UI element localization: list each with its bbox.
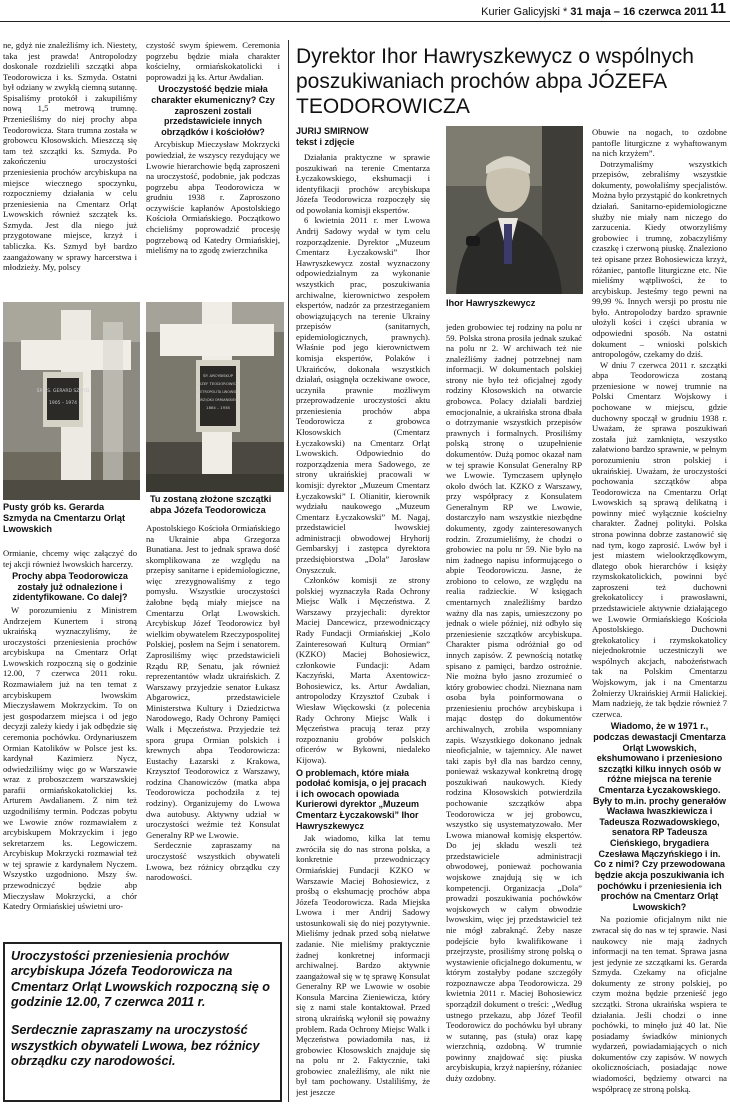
- header-separator: *: [563, 6, 568, 18]
- paragraph: W porozumieniu z Ministrem Andrzejem Kunertem i stroną ukraińską wyznaczyliśmy, że uroczystości przeniesienia prochów arcybiskupa na Cmentarz Orląt Lwowskich rozpoczną się o godzinie 12.00, 7 czerwca 2011 roku. Rozmawiałem już na ten temat z arcybiskupem lwowskim Mieczysławem Mokrzyckim. To on jest gospodarzem miejsca i od jego decyzji zależy kiedy i jak odbędzie się ceremonia pochówku. Ordynariuszem Ormian Katolików w Polsce jest ks. kardynał Kazimierz Nycz, odwiedziliśmy więc go w Warszawie wraz z proboszczem warszawskiej parafii ormiańskokatolickiej ks. Arturem Awdalianem. Z nim też uzgodniliśmy termin. Podczas pobytu we Lwowie znów rozmawiałem z arcybiskupem Mokrzyckim i jego sekretarzem ks. Legowiczem. Arcybiskup Mokrzycki rozmawiał też w tej sprawie z kardynałem Nyczem. Wszystko uzgodniono. Mszy św. przewodniczyć będzie abp Mieczysław Mokrzycki, a chór Katedry Ormiańskiej uświetni uro-: [3, 604, 137, 912]
- paragraph: Dotrzymaliśmy wszystkich przepisów, zebraliśmy wszystkie dokumenty, powołaliśmy specjalistów. Można było przystąpić do konkretnych działań. Sanitarno-epidemiologiczne służby nie miały nam niczego do zarzucenia. Kiedy otworzyliśmy grobowiec i trumnę, zobaczyliśmy czaszkę i czerwoną piuskę. Znaleziono też opisane przez Bohosiewicza krzyż, różaniec, pantofle liturgiczne etc. Nie mieliśmy wątpliwości, że to arcybiskup. Jesteśmy tego pewni na 99,99 %. Innych wersji po prostu nie było. Antropolodzy bardzo sprawnie ułożyli kości i części ubrania w odpowiedni sposób. Na ostatni dokument – wnioski polskich antropologów, czekamy do dziś.: [592, 158, 727, 360]
- paragraph: jeden grobowiec tej rodziny na polu nr 59. Polska strona prosiła jednak szukać na polu nr 2. W archiwach też nie znaleźliśmy żadnej potrzebnej nam informacji. W dokumentach polskiej strony nie było też oficjalnej zgody rodziny Kłosowskich na otwarcie grobowca. Polacy działali bardziej emocjonalnie, a ukraińska strona dbała o dotrzymanie wszystkich przepisów prawnych i formalnych. Prosiliśmy polską stronę o uzupełnienie dokumentów. Dużą pomoc okazał nam w tej sprawie Konsulat Generalny RP we Lwowie. Tymczasem upłynęło około dwóch lat. KZKO z Warszawy, przy współpracy z Konsulatem Generalnym RP we Lwowie, dostarczyło nam wszystkie niezbędne dokumenty, zgody zainteresowanych rodzin. Zrozumieliśmy, że chodzi o grobowiec na polu nr 59. Nie było na nim żadnego napisu informującego o abpie Teodorowiczu. Jasne, że zrobiono to celowo, ze względu na realia radzieckie. W księgach cmentarnych znaleźliśmy bardzo ważny dla nas zapis, umieszczony po jednak o wiele później, niż odbyło się przeniesienie szczątków arcybiskupa. Charakter pisma odróżniał go od innych zapisów. Z pewnością notatkę spisano z pamięci, bardzo ostrożnie. Nie można było jasno zrozumieć o który grobowiec chodzi. Nieznana nam osoba była poinformowana o przeniesieniu prochów arcybiskupa i mając dostęp do dokumentów archiwalnych, zrobiła wspomniany zapis. Wszystkiego dokonano jednak nieoficjalnie, w tajemnicy. Ale nawet taki zapis był dla nas bardzo cenny, ponieważ wskazywał konkretną drogę poszukiwań naukowych. Kiedy rodzina Kłosowskich potwierdziła pochowanie szczątków abpa Teodorowicza w jej grobowcu, wszystko się usystematyzowało. Mer Lwowa mianował komisję ekspertów. Do jej składu weszli też przedstawiciele administracji obwodowej, ponieważ pochowania wojskowe znajdują się w ich kompetencji. Organizacja „Dola” prowadzi poszukiwania pochówków wojskowych w całym obwodzie lwowskim, więc jej przedstawiciel też nie mógł zabraknąć. Żeby nasze podejście było kwalifikowane i przejrzyste, prosiliśmy stronę polską o wystawienie oficjalnego dokumentu, w którym zostałyby podane szczegóły rozpoznawcze abpa Teodorowicza. 29 kwietnia 2011 r. Maciej Bohosiewicz sporządził dokument o treści: „Według ustnego przekazu, abp Józef Teofil Teodorowicz do pochówku był ubrany w sutannę, pas (stuła) oraz kapę wierzchnią, ozdobną. W trumnie powinny znajdować się: piuska arcybiskupia, krzyż napierśny, różaniec duży ozdobny.: [446, 322, 582, 1084]
- paragraph: Apostolskiego Kościoła Ormiańskiego na Ukrainie abpa Grzegorza Bunatiana. Jest to jednak sprawa dość skomplikowana ze względu na przepisy sanitarne i epidemiologiczne, więc zrezygnowaliśmy z tego pomysłu. Wszystkie uroczystości żałobne będą miały miejsce na Cmentarzu Orląt Lwowskich. Arcybiskup Józef Teodorowicz był wielkim obywatelem Rzeczypospolitej Polskiej, posłem na Sejm i senatorem. Zaprosiliśmy więc przedstawicieli Rządu RP, Senatu, jak również reprezentantów władz ukraińskich. Z Warszawy przyjedzie senator Łukasz Abgarowicz, przedstawiciele Ministerstwa Kultury i Dziedzictwa Narodowego, Rady Ochrony Pamięci Walk i Męczeństwa. Przyjedzie też spora grupa Ormian polskich i krewnych abpa Teodorowicza: Eustachy Łazarski z Krakowa, Krzysztof Teodorowicz z Warszawy, rodzina Chanowiczów (matka abpa Teodorowicza pochodziła z tej rodziny). Organizujemy do Lwowa dwa autobusy. Aktywny udział w uroczystości weźmie też Konsulat Generalny RP we Lwowie.: [146, 523, 280, 840]
- left-column-2: [146, 40, 280, 310]
- paragraph: W dniu 7 czerwca 2011 r. szczątki abpa Teodorowicza zostaną przeniesione w nowej trumnie na Polski Cmentarz Wojskowy i pochowane w miejscu, gdzie duchowny spoczął w grudniu 1938 r. Uważam, że sprawa poszukiwań została już zamknięta, wszystko załatwiono bardzo sprawnie, w pełnym porozumieniu stron polskiej i ukraińskiej. Uważam, że uroczystości pochowania szczątków abpa Teodorowicza na Cmentarzu Orląt Lwowskich są sprawą delikatną i powinny mieć wyłącznie kościelny charakter. Żadnej polityki. Polska strona powinna dobrze zastanowić się nad tym, kogo zaprosić. Lwów był i jest miastem wielookrzędkowym, dlatego obok hierarchów i księży rzymskokatolickich, powinni być zaproszeni też duchowni grekokatoliccy i prawosławni, przedstawiciele aktywnie działającego we Lwowie Ormiańskiego Kościoła Apostolskiego. Duchowni grekokatolicy i rzymskokatolicy niejednokrotnie uczestniczyli we wspólnych akcjach, nabożeństwach tak na Polskim Cmentarzu Wojskowym, jak i na Cmentarzu Żołnierzy Ukraińskiej Armii Halickiej. Mam nadzieję, że tak będzie również 7 czerwca.: [592, 359, 727, 719]
- photo-portrait-hawryszkewycz: [446, 126, 583, 294]
- article-column-2: [446, 322, 582, 1102]
- paragraph: Obuwie na nogach, to ozdobne pantofle liturgiczne z wyhaftowanym na nich krzyżem”.: [592, 127, 727, 159]
- interview-question: Prochy abpa Teodorowicza zostały już odnalezione i zidentyfikowane. Co dalej?: [12, 571, 128, 603]
- paragraph: Serdecznie zapraszamy na uroczystość wszystkich obywateli Lwowa, bez różnicy obrządku czy narodowości.: [146, 840, 280, 883]
- issue-date: 31 maja – 16 czerwca 2011: [570, 6, 708, 18]
- article-column-1: [296, 152, 430, 1102]
- left-lower-column-2: [146, 523, 280, 933]
- plaque-line: JÓZEF TEODOROWICZ: [197, 381, 239, 386]
- paragraph: 6 kwietnia 2011 r. mer Lwowa Andrij Sadowy wydał w tym celu rozporządzenie. Dyrektor „Muzeum Cmentarz Łyczakowski” Ihor Hawryszkewycz został wyznaczony odpowiedzialnym za wykonanie wszystkich prac, poszukiwania archiwalne, kierownictwo zespołem ekspertów, nadzór za przestrzeganiem obowiązujących na terenie Ukrainy przepisów (sanitarnych, epidemiologicznych, prawnych). Właśnie pod jego kierownictwem komisja ekspertów, Polaków i Ukraińców, dokonała wszystkich działań, osiągnęła oczekiwane owoce, uczyniła prawnie możliwym przeprowadzenie uroczystości aktu przeniesienia prochów abpa Teodorowicza z grobowca Kłosowskich (Cmentarz Łyczakowski) na Cmentarz Orląt Lwowskich. Odpowiednio do rozporządzenia mera Sadowego, ze strony ukraińskiej pracowali w komisji: dyrektor „Muzeum Cmentarz Łyczakowski” I. Olianitir, kierownik wydziału naukowego „Muzeum Cmentarz Łyczakowski” M. Nagaj, przedstawiciel lwowskiej administracji obwodowej Hryhorij Gembarskyj i zastępca dyrektora przedsiębiorstwa „Dola” Jarosław Onyszczuk.: [296, 215, 430, 575]
- photo-caption-middle: Tu zostaną złożone szczątki abpa Józefa Teodorowicza: [150, 494, 272, 516]
- invitation-notice-box: [3, 942, 282, 1102]
- article-column-3: [592, 127, 727, 1102]
- page-number: 11: [710, 0, 726, 17]
- interview-question: Uroczystość będzie miała charakter ekumeniczny? Czy zaproszeni zostali przedstawiciele innych obrządków i kościołów?: [151, 84, 275, 137]
- portrait-image: [446, 126, 583, 294]
- left-lower-column-1: [3, 548, 137, 936]
- plaque-line: OBRZĄDKU ORMIAŃSKIEGO: [195, 398, 241, 402]
- cross-grave-image: [146, 302, 284, 492]
- interview-intro: O problemach, które miała podołać komisja, o jej pracach i ich owocach opowiada Kurierowi dyrektor „Muzeum Cmentarz Łyczakowski” Ihor Hawryszkewycz: [296, 767, 427, 831]
- interview-question: Wiadomo, że w 1971 r., podczas dewastacji Cmentarza Orląt Lwowskich, ekshumowano i przeniesiono szczątki kilku innych osób w różne miejsca na terenie Cmentarza Łyczakowskiego. Były to m.in. prochy generałów Wacława Iwaszkiewicza i Tadeusza Rozwadowskiego, senatora RP Tadeusza Cieńskiego, brygadiera Czesława Mączyńskiego i in. Co z nimi? Czy przewodowana będzie akcja poszukiwania ich pochówku i przeniesienia ich prochów na Cmentarz Orląt Lwowskich?: [592, 721, 727, 912]
- paragraph: Ormianie, chcemy więc załączyć do tej akcji również lwowskich harcerzy.: [3, 548, 137, 569]
- cross-grave-image: [3, 302, 140, 500]
- article-headline: Dyrektor Ihor Hawryszkewycz o wspólnych poszukiwaniach prochów abpa JÓZEFA TEODOROWICZA: [296, 45, 694, 118]
- paragraph: czystość swym śpiewem. Ceremonia pogrzebu będzie miała charakter kościelny, ormiańskokatolicki i poprowadzi ją ks. Artur Awdalian.: [146, 40, 280, 82]
- paragraph: Działania praktyczne w sprawie poszukiwań na terenie Cmentarza Łyczakowskiego, ekshumacji i identyfikacji prochów arcybiskupa Józefa Teodorowicza rozpoczęły się od powołania komisji ekspertów.: [296, 152, 430, 215]
- plaque-line: ŚP. ARCYBISKUP: [202, 373, 234, 378]
- notice-ceremony-time: Uroczystości przeniesienia prochów arcybiskupa Józefa Teodorowicza na Cmentarz Orląt Lwowskich rozpoczną się o godzinie 12.00, 7 czerwca 2011 r.: [11, 949, 270, 1010]
- photo-caption-left: Pusty grób ks. Gerarda Szmyda na Cmentarzu Orląt Lwowskich: [3, 502, 126, 535]
- portrait-caption: Ihor Hawryszkewycz: [446, 298, 536, 308]
- page-header: [0, 0, 730, 22]
- paragraph: Na poziomie oficjalnym nikt nie zwracał się do nas w tej sprawie. Nasi naukowcy nie mają żadnych informacji na ten temat. Sprawa jasna jest jedynie ze szczątkami ks. Gerarda Szmyda. Czekamy na oficjalne dokumenty ze strony polskiej, po czym można będzie przenieść jego szczątki. Strona ukraińska wspiera te działania. Jeśli chodzi o inne pochówki, to minęło już 40 lat. Nie posiadamy świadków minionych wydarzeń, powiadamiających o nich dokumentów czy zapisów. W nowych okolicznościach, posiadając nowe wiadomości, będziemy otwarci na współpracę ze stroną polską.: [592, 914, 727, 1094]
- plaque-line: 1864 – 1938: [206, 405, 230, 410]
- plaque-line: METROPOLITA LWOWSKI: [197, 390, 239, 394]
- plaque-line: 1905 – 1974: [48, 401, 78, 406]
- plaque-line: ŚP. KS. GERARD SZMYD: [36, 389, 90, 394]
- photo-cross-szmyd: [3, 302, 140, 500]
- author-name: JURIJ SMIRNOW: [296, 126, 369, 136]
- left-column-1: [3, 40, 137, 310]
- publication-info: [481, 6, 708, 18]
- column-divider: [288, 40, 289, 1102]
- paragraph: Arcybiskup Mieczysław Mokrzycki powiedział, że wszyscy rezydujący we Lwowie hierarchowie będą zaproszeni na uroczystość, podobnie, jak podczas pogrzebu abpa Teodorowicza w grudniu 1938 r. Zaproszono oczywiście kapłanów Apostolskiego Kościoła Ormiańskiego. Początkowo chcieliśmy poprowadzić procesję pogrzebową od Katedry Ormiańskiej, mieliśmy na to zgodę zwierzchnika: [146, 139, 280, 256]
- paragraph: ne, gdyż nie znaleźliśmy ich. Niestety, taka jest prawda! Antropolodzy doskonale rozdzielili szczątki abpa Teodorowicza i ks. Szmyda. Ostatni był odziany w zwykłą ciemną sutannę. Spisaliśmy protokół i zakupiliśmy nową 1,5 metrową trumnę. Przenieśliśmy do niej prochy abpa Teodorowicza. Stara trumna została w grobowcu Kłosowskich. Mieszczą się tam też szczątki ks. Szmyda. Po zakończeniu uroczystości przeniesienia prochów arcybiskupa na miejsce wiecznego spoczynku, rozpoczniemy działania w celu przeniesienia na Cmentarz Orląt Lwowskich również szczątek ks. Szmyda. Jest dla niego już przygotowane miejsce, krzyż i tabliczka. Ks. Szmyd był bardzo zaangażowany w sprawy harcerstwa i młodzieży. My, polscy: [3, 40, 137, 273]
- publication-name: Kurier Galicyjski: [481, 6, 560, 18]
- photo-cross-teodorowicz: [146, 302, 284, 492]
- paragraph: Członków komisji ze strony polskiej wyznaczyła Rada Ochrony Miejsc Walk i Męczeństwa. Z Warszawy przyjechali: dyrektor Maciej Dancewicz, przewodniczący Rady Fundacji Ormiańskiej „Kolo Zainteresowań Kulturą Ormian” (KZKO) Maciej Bohosiewicz, członkowie Fundacji: Adam Kaczyński, Marta Axentowicz-Bohosiewicz, ks. Artur Awdalian, antropolodzy Krzysztof Czubak i Wiesław Więckowski (z polecenia Rady Ochrony Miejsc Walk i Męczeństwa pracują teraz przy rozpoznaniu grobów polskich oficerów w Bykowni, niedaleko Kijowa).: [296, 575, 430, 765]
- article-byline: [296, 126, 369, 149]
- notice-invitation: Serdecznie zapraszamy na uroczystość wszystkich obywateli Lwowa, bez różnicy obrządku czy narodowości.: [11, 1023, 260, 1069]
- paragraph: Jak wiadomo, kilka lat temu zwróciła się do nas strona polska, a konkretnie przewodniczący Ormiańskiej Fundacji KZKO w Warszawie Maciej Bohosiewicz, z prośbą o ekshumację prochów abpa Józefa Teodorowicza. Rada Miejska Lwowa i mer Andrij Sadowy ustosunkowali się do niej pozytywnie. Mieliśmy jednak przed sobą niełatwe zadanie. Nie mieliśmy praktycznie żadnej konkretnej informacji archiwalnej. Bardzo aktywnie zaangażował się w tę sprawę Konsulat Generalny RP we Lwowie w osobie Konsula Marcina Zieniewicza, który się z nami stale kontaktował. Przed stroną ukraińską wyłonił się poważny problem. Rada Ochrony Miejsc Walk i Męczeństwa powiadomiła nas, iż grobowiec Kłosowskich znajduje się na polu nr 2. Faktycznie, taki grobowiec znaleźliśmy, ale nikt nie był tam pochowany. Ustaliliśmy, że jest jeszcze: [296, 833, 430, 1098]
- author-role: tekst i zdjęcie: [296, 137, 355, 148]
